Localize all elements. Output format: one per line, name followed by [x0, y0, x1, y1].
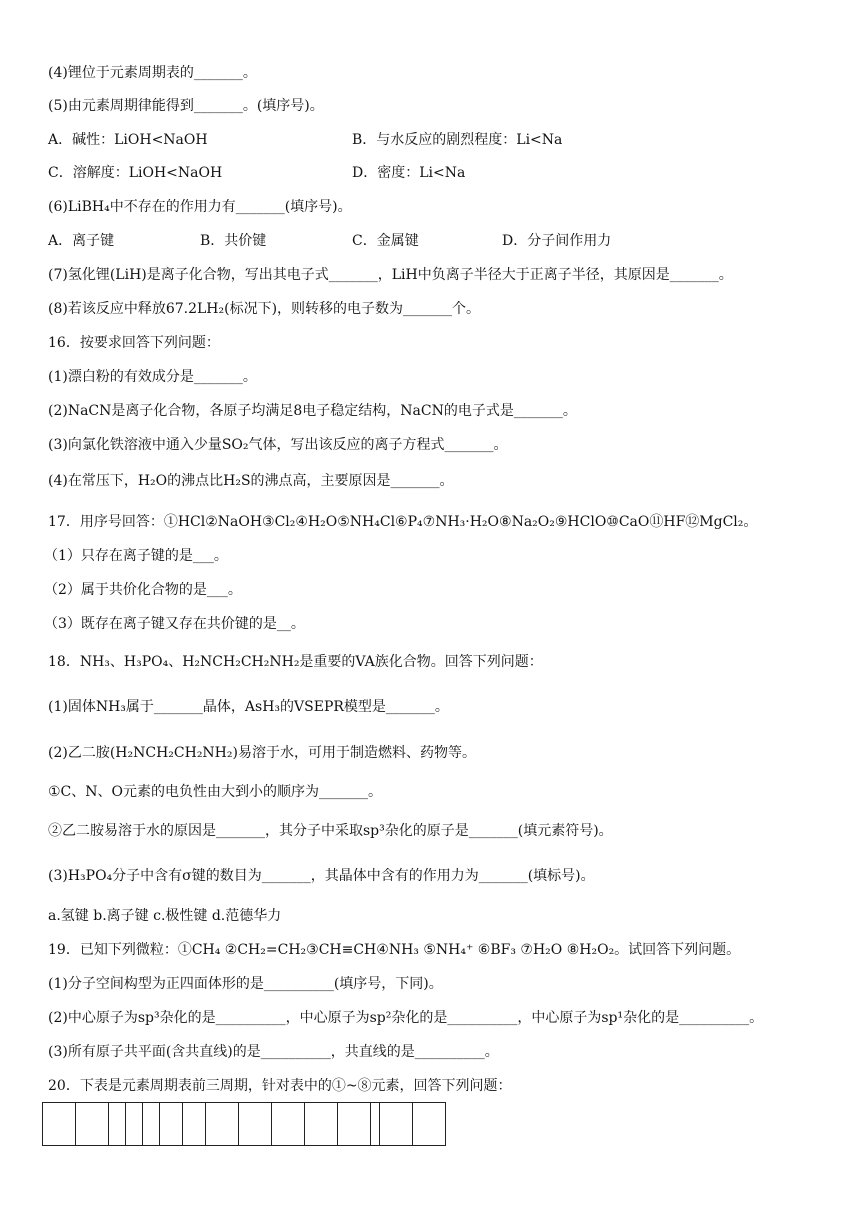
line-4: (4)锂位于元素周期表的_______。: [48, 65, 257, 81]
table-cell: [272, 1103, 305, 1146]
table-cell: [305, 1103, 338, 1146]
line-5: (5)由元素周期律能得到_______。(填序号)。: [48, 98, 324, 114]
table-cell: [206, 1103, 239, 1146]
q18-part2a: ①C、N、O元素的电负性由大到小的顺序为_______。: [48, 784, 382, 800]
option-6a: A．离子键: [48, 233, 115, 249]
option-5b: B．与水反应的剧烈程度：Li<Na: [352, 132, 563, 148]
table-cell: [76, 1103, 109, 1146]
line-6: (6)LiBH₄中不存在的作用力有_______(填序号)。: [48, 199, 352, 215]
line-7: (7)氢化锂(LiH)是离子化合物，写出其电子式_______，LiH中负离子半径大于正离子半径，其原因是_______。: [48, 267, 733, 283]
table-cell: [413, 1103, 446, 1146]
question-17: 17．用序号回答：①HCl②NaOH③Cl₂④H₂O⑤NH₄Cl⑥P₄⑦NH₃·H₂O⑧Na₂O₂⑨HClO⑩CaO⑪HF⑫MgCl₂。: [48, 514, 758, 530]
question-20: 20．下表是元素周期表前三周期，针对表中的①~⑧元素，回答下列问题：: [48, 1078, 512, 1094]
periodic-table-grid: [42, 1102, 446, 1146]
table-cell: [239, 1103, 272, 1146]
q19-part3: (3)所有原子共平面(含共直线)的是__________，共直线的是__________。: [48, 1044, 499, 1060]
option-5a: A．碱性：LiOH<NaOH: [48, 132, 208, 148]
q16-part4: (4)在常压下，H₂O的沸点比H₂S的沸点高，主要原因是_______。: [48, 473, 454, 489]
question-18: 18．NH₃、H₃PO₄、H₂NCH₂CH₂NH₂是重要的VA族化合物。回答下列问题：: [48, 654, 543, 670]
option-6d: D．分子间作用力: [502, 233, 612, 249]
q17-part1: （1）只存在离子键的是___。: [44, 548, 228, 564]
q16-part1: (1)漂白粉的有效成分是_______。: [48, 369, 257, 385]
table-cell: [380, 1103, 413, 1146]
table-cell: [338, 1103, 371, 1146]
table-cell: [160, 1103, 183, 1146]
q18-part3: (3)H₃PO₄分子中含有σ键的数目为_______，其晶体中含有的作用力为_______(填标号)。: [48, 868, 595, 884]
table-cell: [43, 1103, 76, 1146]
table-cell: [143, 1103, 160, 1146]
q16-part3: (3)向氯化铁溶液中通入少量SO₂气体，写出该反应的离子方程式_______。: [48, 437, 508, 453]
q19-part1: (1)分子空间构型为正四面体形的是__________(填序号，下同)。: [48, 976, 443, 992]
q18-options: a.氢键 b.离子键 c.极性键 d.范德华力: [48, 908, 282, 924]
q19-part2: (2)中心原子为sp³杂化的是__________，中心原子为sp²杂化的是__________，中心原子为sp¹杂化的是__________。: [48, 1010, 764, 1026]
q17-part2: （2）属于共价化合物的是___。: [44, 582, 242, 598]
option-6b: B．共价键: [200, 233, 267, 249]
q18-part1: (1)固体NH₃属于_______晶体，AsH₃的VSEPR模型是_______。: [48, 699, 449, 715]
table-cell: [126, 1103, 143, 1146]
table-cell: [183, 1103, 206, 1146]
q18-part2: (2)乙二胺(H₂NCH₂CH₂NH₂)易溶于水，可用于制造燃料、药物等。: [48, 745, 476, 761]
q16-part2: (2)NaCN是离子化合物，各原子均满足8电子稳定结构，NaCN的电子式是_______。: [48, 403, 577, 419]
option-6c: C．金属键: [352, 233, 419, 249]
option-5d: D．密度：Li<Na: [352, 165, 466, 181]
line-8: (8)若该反应中释放67.2LH₂(标况下)，则转移的电子数为_______个。: [48, 301, 481, 317]
question-19: 19．已知下列微粒：①CH₄ ②CH₂=CH₂③CH≡CH④NH₃ ⑤NH₄⁺ ⑥BF₃ ⑦H₂O ⑧H₂O₂。试回答下列问题。: [48, 942, 741, 958]
option-5c: C．溶解度：LiOH<NaOH: [48, 165, 223, 181]
q17-part3: （3）既存在离子键又存在共价键的是__。: [44, 616, 305, 632]
table-cell: [371, 1103, 380, 1146]
table-cell: [109, 1103, 126, 1146]
question-16: 16．按要求回答下列问题：: [48, 335, 220, 351]
q18-part2b: ②乙二胺易溶于水的原因是_______，其分子中采取sp³杂化的原子是_______(填元素符号)。: [48, 823, 613, 839]
